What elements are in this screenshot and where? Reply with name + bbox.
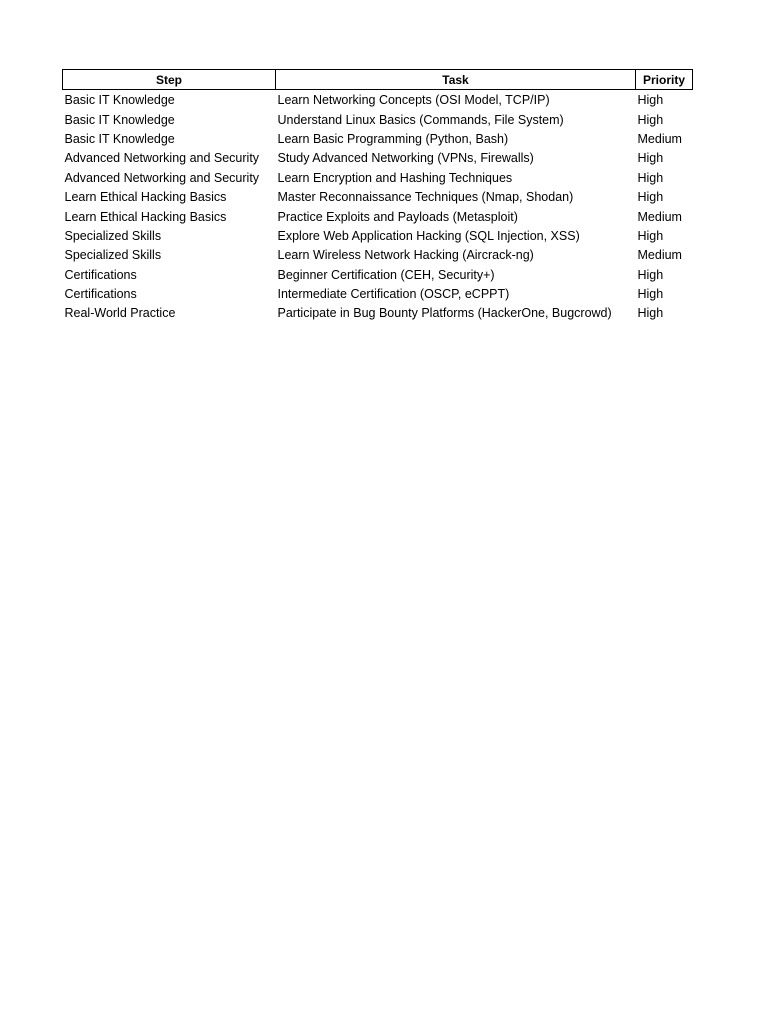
table-row [63, 304, 693, 323]
priority-cell: High [637, 151, 664, 166]
task-cell: Participate in Bug Bounty Platforms (HackerOne, Bugcrowd) [277, 306, 612, 321]
step-cell: Specialized Skills [64, 248, 162, 263]
task-cell: Study Advanced Networking (VPNs, Firewalls) [277, 151, 534, 166]
table-row [63, 227, 693, 246]
task-cell: Beginner Certification (CEH, Security+) [277, 267, 495, 282]
task-cell: Understand Linux Basics (Commands, File System) [277, 112, 564, 127]
task-cell: Practice Exploits and Payloads (Metasploit) [277, 209, 518, 224]
table-row [63, 169, 693, 188]
table-row [63, 207, 693, 226]
task-cell: Learn Wireless Network Hacking (Aircrack-ng) [277, 248, 534, 263]
priority-cell: High [637, 112, 664, 127]
priority-cell: High [637, 93, 664, 108]
spreadsheet-page [62, 69, 692, 324]
step-cell: Learn Ethical Hacking Basics [64, 209, 227, 224]
task-cell: Learn Encryption and Hashing Techniques [277, 170, 513, 185]
task-cell: Learn Basic Programming (Python, Bash) [277, 131, 509, 146]
table-body [63, 90, 693, 324]
step-cell: Basic IT Knowledge [64, 93, 175, 108]
priority-cell: High [637, 228, 664, 243]
step-cell: Real-World Practice [64, 306, 176, 321]
task-cell: Master Reconnaissance Techniques (Nmap, Shodan) [277, 190, 574, 205]
table-row [63, 110, 693, 129]
step-cell: Specialized Skills [64, 228, 162, 243]
step-cell: Basic IT Knowledge [64, 112, 175, 127]
priority-cell: Medium [637, 209, 682, 224]
table-row [63, 246, 693, 265]
table-row [63, 285, 693, 304]
priority-cell: High [637, 306, 664, 321]
header-priority: Priority [636, 70, 693, 90]
table-row [63, 130, 693, 149]
table-row [63, 266, 693, 285]
table-row [63, 188, 693, 207]
task-cell: Learn Networking Concepts (OSI Model, TCP/IP) [277, 93, 550, 108]
step-cell: Basic IT Knowledge [64, 131, 175, 146]
priority-cell: Medium [637, 131, 682, 146]
step-cell: Advanced Networking and Security [64, 151, 260, 166]
priority-cell: Medium [637, 248, 682, 263]
priority-cell: High [637, 287, 664, 302]
header-task: Task [276, 70, 636, 90]
priority-cell: High [637, 190, 664, 205]
step-cell: Advanced Networking and Security [64, 170, 260, 185]
header-step: Step [63, 70, 276, 90]
task-cell: Explore Web Application Hacking (SQL Injection, XSS) [277, 228, 580, 243]
step-cell: Learn Ethical Hacking Basics [64, 190, 227, 205]
header-row [63, 70, 693, 90]
roadmap-table [62, 69, 693, 324]
priority-cell: High [637, 170, 664, 185]
table-row [63, 149, 693, 168]
table-row [63, 90, 693, 111]
priority-cell: High [637, 267, 664, 282]
step-cell: Certifications [64, 287, 137, 302]
task-cell: Intermediate Certification (OSCP, eCPPT) [277, 287, 510, 302]
step-cell: Certifications [64, 267, 137, 282]
